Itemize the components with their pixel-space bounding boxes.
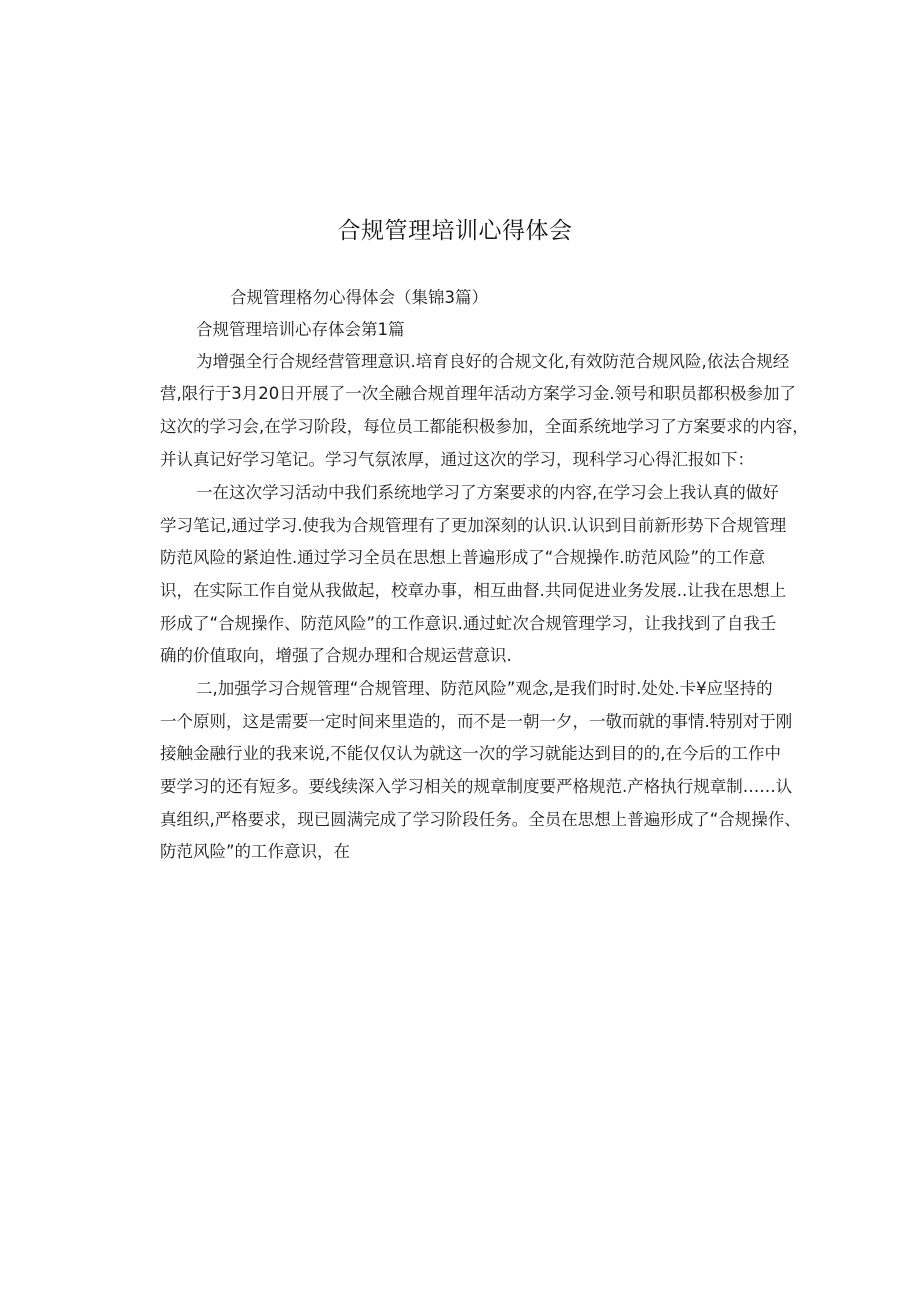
paragraph-line: 学习笔记,通过学习.使我为合规管理有了更加深刻的认识.认识到目前新形势下合规管理 [160, 516, 787, 535]
paragraph-line: 要学习的还有短多。要线续深入学习相关的规章制度要严格规范.产格执行规章制……认 [160, 777, 793, 796]
document-title: 合规管理培训心得体会 [337, 218, 573, 244]
paragraph-line: 二,加强学习合规管理“合规管理、防范风险”观念,是我们时时.处处.卡¥应坚持的 [196, 679, 773, 698]
paragraph-line: 一个原则，这是需要一定时间来里造的，而不是一朝一夕，一敬而就的事情.特别对于刚 [160, 712, 793, 731]
paragraph-line: 接触金融行业的我来说,不能仅仅认为就这一次的学习就能达到目的的,在今后的工作中 [160, 744, 781, 763]
paragraph-line: 防范风险的紧迫性.通过学习全员在思想上普遍形成了“合规操作.昉范风险”的工作意 [160, 548, 766, 567]
paragraph-line: 确的价值取向，增强了合规办理和合规运营意识. [160, 646, 512, 665]
document-subtitle: 合规管理格勿心得体会（集锦3篇） [230, 288, 488, 307]
paragraph-line: 营,限行于3月20日开展了一次全融合规首理年活动方案学习金.领号和职员都积极参加了 [160, 384, 796, 403]
paragraph-line: 防范风险”的工作意识，在 [160, 842, 351, 861]
section-heading: 合规管理培训心存体会第1篇 [196, 320, 405, 339]
paragraph-line: 真组织,严格要求，现已圆满完成了学习阶段任务。全员在思想上普遍形成了“合规操作、 [160, 810, 801, 829]
paragraph-line: 一在这次学习活动中我们系统地学习了方案要求的内容,在学习会上我认真的做好 [196, 483, 779, 502]
paragraph-line: 为增强全行合规经营管理意识.培育良好的合规文化,有效防范合规风险,依法合规经 [196, 352, 790, 371]
paragraph-line: 形成了“合规操作、防范风险”的工作意识.通过虻次合规管理学习，让我找到了自我壬 [160, 614, 777, 633]
paragraph-line: 识，在实际工作自觉从我做起，校章办事，相互曲督.共同促进业务发展..让我在思想上 [160, 581, 787, 600]
paragraph-line: 并认真记好学习笔记。学习气氛浓厚，通过这次的学习，现科学习心得汇报如下： [160, 450, 754, 469]
paragraph-line: 这次的学习会,在学习阶段，每位员工都能积极参加，全面系统地学习了方案要求的内容， [160, 417, 809, 436]
